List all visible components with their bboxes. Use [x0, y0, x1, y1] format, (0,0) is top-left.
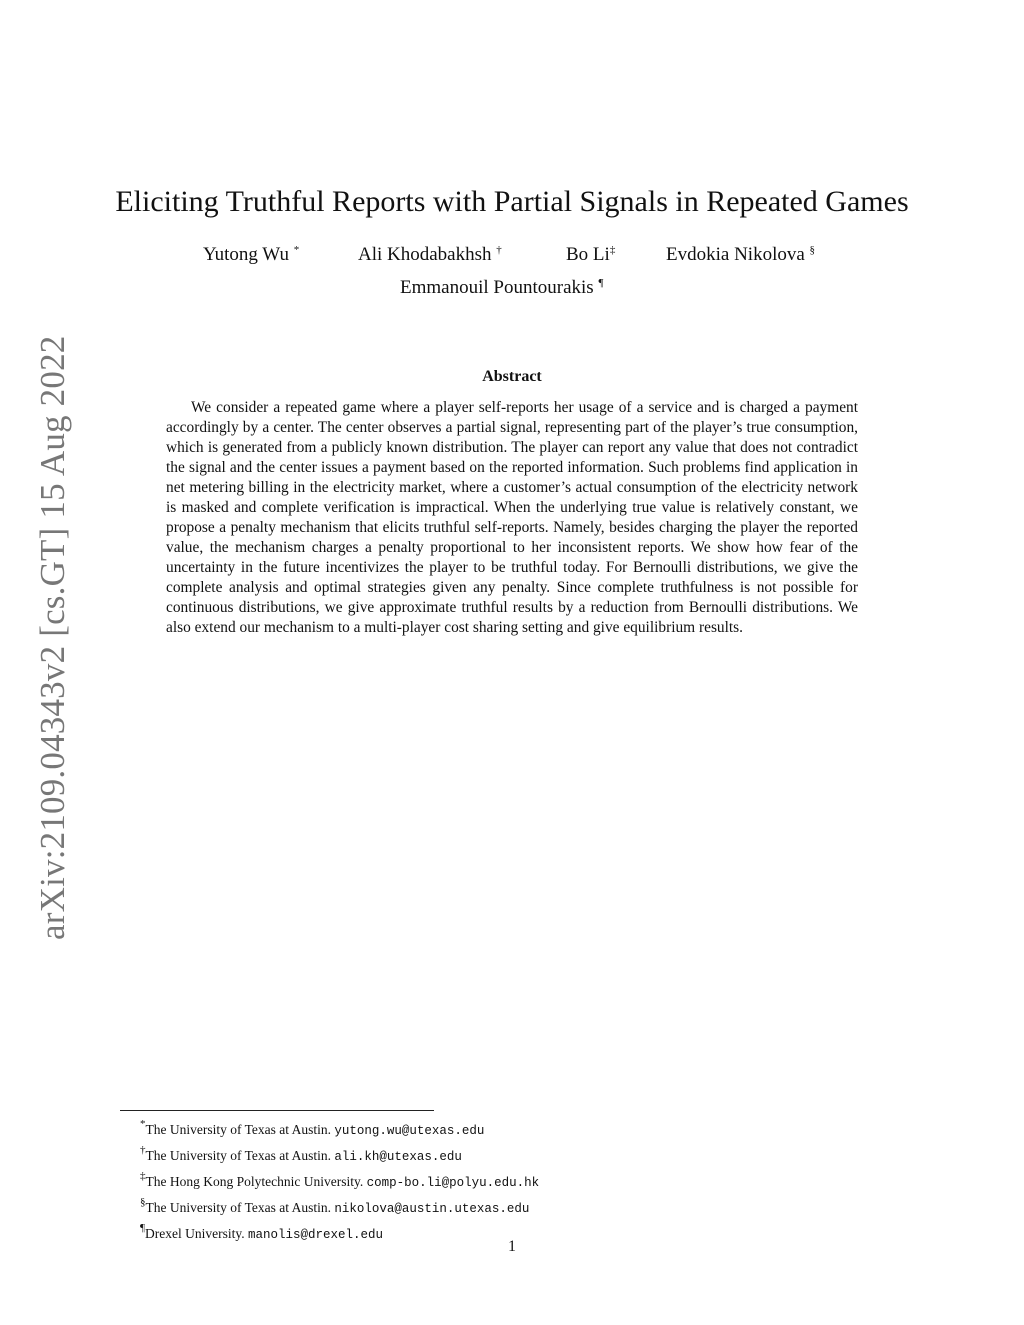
footnote-affiliation: The University of Texas at Austin.: [145, 1122, 335, 1137]
author-name: Emmanouil Pountourakis: [400, 277, 594, 298]
paper-title: Eliciting Truthful Reports with Partial Signals in Repeated Games: [115, 185, 909, 218]
author-5: [400, 277, 603, 299]
footnotes: [140, 1115, 539, 1245]
author-mark: *: [293, 244, 300, 256]
arxiv-identifier: arXiv:2109.04343v2 [cs.GT] 15 Aug 2022: [33, 335, 72, 940]
abstract-body: We consider a repeated game where a player self-reports her usage of a service and is charged a payment accordingly by a center. The center observes a partial signal, representing part of the player’s true consumption, which is generated from a publicly known distribution. The player can report any value that does not contradict the signal and the center issues a payment based on the reported information. Such problems find application in net metering billing in the electricity market, where a customer’s actual consumption of the electricity network is masked and complete verification is impractical. When the underlying true value is relatively constant, we propose a penalty mechanism that elicits truthful self-reports. Namely, besides charging the player the reported value, the mechanism charges a penalty proportional to her inconsistent reports. We show how fear of the uncertainty in the future incentivizes the player to be truthful today. For Bernoulli distributions, we give the complete analysis and optimal strategies given any penalty. Since complete truthfulness is not possible for continuous distributions, we give approximate truthful results by a reduction from Bernoulli distributions. We also extend our mechanism to a multi-player cost sharing setting and give equilibrium results.: [166, 399, 858, 636]
footnote-mark: §: [140, 1196, 146, 1208]
footnote-affiliation: The University of Texas at Austin.: [145, 1200, 335, 1215]
footnote-mark: *: [140, 1118, 146, 1130]
abstract-heading: Abstract: [482, 368, 542, 385]
footnote-2: [140, 1141, 539, 1167]
author-1: [203, 244, 299, 266]
footnote-email: comp-bo.li@polyu.edu.hk: [366, 1176, 540, 1190]
footnote-divider: [120, 1110, 434, 1111]
footnote-mark: †: [140, 1144, 146, 1156]
footnote-3: [140, 1167, 539, 1193]
author-4: [666, 244, 815, 266]
author-name: Yutong Wu: [203, 244, 289, 265]
footnote-affiliation: The University of Texas at Austin.: [145, 1148, 335, 1163]
author-mark: ‡: [609, 244, 616, 256]
author-3: [566, 244, 615, 266]
author-name: Ali Khodabakhsh: [358, 244, 492, 265]
footnote-1: [140, 1115, 539, 1141]
footnote-email: manolis@drexel.edu: [247, 1228, 383, 1242]
author-mark: †: [496, 244, 502, 256]
footnote-4: [140, 1193, 539, 1219]
footnote-email: ali.kh@utexas.edu: [334, 1150, 462, 1164]
footnote-affiliation: Drexel University.: [144, 1226, 248, 1241]
author-2: [358, 244, 502, 266]
footnote-affiliation: The Hong Kong Polytechnic University.: [145, 1174, 367, 1189]
footnote-email: nikolova@austin.utexas.edu: [334, 1202, 530, 1216]
footnote-mark: ¶: [140, 1222, 145, 1234]
author-name: Bo Li: [566, 244, 610, 265]
footnote-email: yutong.wu@utexas.edu: [334, 1124, 485, 1138]
author-mark: ¶: [598, 277, 604, 289]
footnote-mark: ‡: [140, 1170, 146, 1182]
author-name: Evdokia Nikolova: [666, 244, 805, 265]
page-number: 1: [508, 1238, 516, 1255]
author-mark: §: [809, 244, 816, 256]
